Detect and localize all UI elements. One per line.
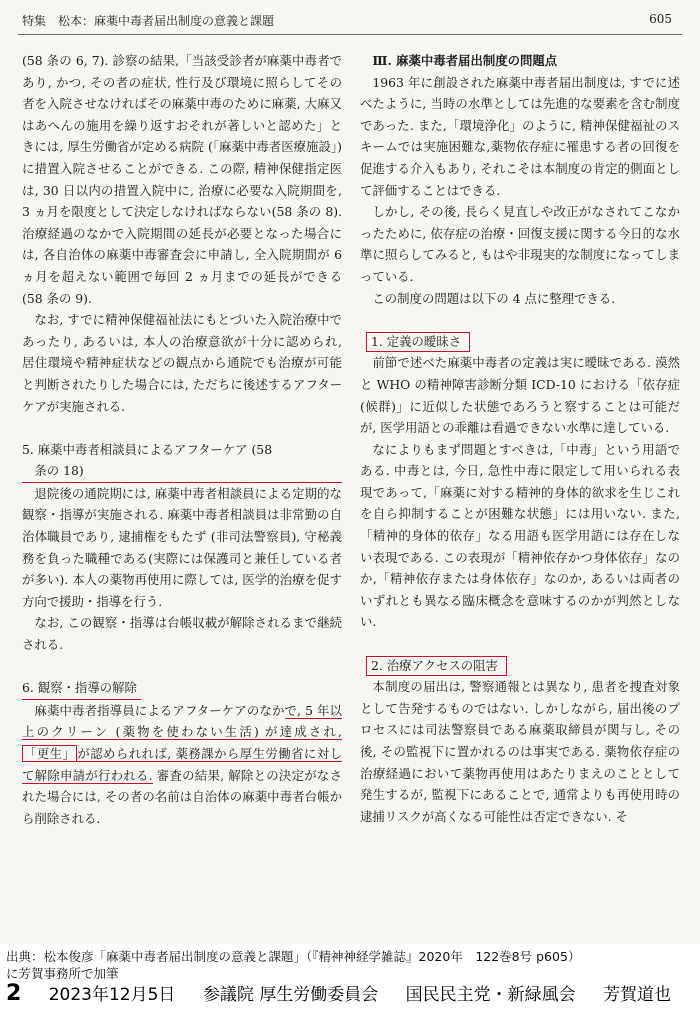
running-head bbox=[22, 12, 678, 32]
text-line: の 9). bbox=[58, 290, 92, 306]
text-line: 1963 年に創設された麻薬中毒者届出制度は, す bbox=[372, 74, 643, 90]
session-date: 2023年12月5日 bbox=[48, 985, 176, 1005]
text-line: 薬取締員が関与し, その後, その監視下に置かれ bbox=[360, 722, 681, 759]
text-line: 中毒のために麻薬, 大麻又はあへんの施用を繰り bbox=[22, 96, 342, 133]
text-line: 用語である. 中毒とは, 今日, 急性中毒に限定し bbox=[360, 441, 680, 479]
paragraph-four-points: この制度の問題は以下の 4 点に整理できる. bbox=[372, 290, 616, 306]
text-line: 薬物依存症に罹患する者の回復を促進する介入も bbox=[360, 139, 680, 176]
text-line: 定医は, 30 日以内の措置入院中に, 治療に必要な bbox=[22, 160, 343, 198]
paragraph-58-6-7 bbox=[22, 50, 342, 309]
source-citation bbox=[6, 948, 696, 982]
page-number: 605 bbox=[649, 12, 672, 26]
text-line: 定期的な観察・指導が実施される. 麻薬中毒者相 bbox=[22, 485, 342, 523]
paragraph-however bbox=[360, 201, 680, 287]
text-line: 捜査対象として告発するものではない. しかしな bbox=[360, 679, 680, 716]
text-line: でに述べたように, 当時の水準としては先進的な bbox=[360, 74, 680, 112]
boxed-text-rehabilitation: 「更生」 bbox=[24, 746, 76, 761]
text-line: 前節で述べた麻薬中毒者の定義は実に曖昧であ bbox=[372, 355, 635, 371]
text-line: 談員は非常勤の自治体職員であり, 逮捕権をもた bbox=[22, 507, 342, 545]
text-line: の延長が必要となった場合には, 各自治体の麻薬 bbox=[22, 225, 343, 263]
text-line: には, ただちに後述するアフターケアが実施され bbox=[22, 376, 342, 414]
text-line: で援助・指導を行う. bbox=[46, 593, 163, 609]
paragraph-release bbox=[22, 700, 342, 830]
text-line: から通院でも治療が可能と判断されたりした場合 bbox=[22, 355, 343, 392]
text-line: 本制度の届出は, 警察通報とは異なり, 患者を bbox=[372, 679, 630, 695]
text-line: 中毒者であり, かつ, その者の症状, 性行及び環 bbox=[22, 53, 343, 90]
text-line: なお, すでに精神保健福祉法にもとづいた入院 bbox=[34, 312, 293, 328]
text-line: のいずれとも異なる臨床概念を意味するのかが判 bbox=[360, 571, 680, 608]
underlined-text: が認められれば, 薬務課から厚 bbox=[77, 746, 253, 761]
subheading-2-treatment-access: 2. 治療アクセスの阻害 bbox=[366, 656, 507, 676]
member-name: 芳賀道也 bbox=[603, 985, 672, 1005]
text-line: 入院期間を, 3 ヵ月を限度として決定しなければ bbox=[22, 182, 342, 220]
text-line: 返すおそれが著しいと認めた」ときには, 厚生労 bbox=[22, 117, 343, 155]
paragraph-definition bbox=[360, 352, 680, 438]
text-line: 審査の結 bbox=[152, 767, 208, 783]
underlined-text: 達成され, bbox=[279, 724, 342, 740]
text-line: て薬物再使用はあたりまえのこととして発生する bbox=[360, 765, 681, 803]
text-line: 退院後の通院期には, 麻薬中毒者相談員による bbox=[34, 485, 293, 501]
text-line: るのは事実である. 薬物依存症の治療経過におい bbox=[360, 744, 680, 781]
text-line: うに, 精神保健福祉のスキームでは実施困難な, bbox=[360, 117, 680, 155]
text-line: まで継続される. bbox=[22, 615, 342, 653]
text-line: 関する今日的な水準に照らしてみると, もはや非 bbox=[360, 225, 680, 263]
text-line: る. bbox=[108, 398, 126, 414]
text-line: 置入院させることができる. この際, 精神保健指 bbox=[47, 160, 317, 176]
source-line: 出典：松本俊彦「麻薬中毒者届出制度の意義と課題」（『精神神経学雑誌』2020年 122巻8号 p605） bbox=[6, 949, 581, 964]
text-line: が, 監視下にあることで, 通常よりも再使用時の bbox=[410, 787, 681, 803]
text-line: なによりもまず問題とすべきは,「中毒」という bbox=[372, 441, 643, 457]
text-line: なお, この観察・指導は台帳収載が解除される bbox=[34, 615, 293, 631]
text-line: る. この表現が「精神依存かつ身体依存」なのか, bbox=[360, 549, 680, 587]
paragraph-ledger bbox=[22, 612, 342, 655]
paragraph-outpatient bbox=[22, 309, 342, 417]
paragraph-addiction-term bbox=[360, 439, 680, 633]
text-line: ない範囲で毎回 2 ヵ月までの延長ができる (58 条 bbox=[22, 268, 342, 306]
section-title-problems: Ⅲ. 麻薬中毒者届出制度の問題点 bbox=[372, 53, 558, 68]
text-line: 十分に認められ, 居住環境や精神症状などの観点 bbox=[22, 333, 342, 371]
text-line: しかし, その後, 長らく見直しや改正がなされ bbox=[372, 204, 630, 220]
subheading-line: 条の 18) bbox=[34, 463, 84, 479]
slide-number: 2 bbox=[6, 981, 22, 1006]
text-line: 的身体的欲求を生じこれを自ら抑制することが困 bbox=[360, 484, 680, 522]
text-line: てこなかったために, 依存症の治療・回復支援に bbox=[360, 204, 680, 241]
text-line: 存」なる用語も医学用語には存在しない表現であ bbox=[360, 528, 681, 565]
running-head-title: 特集 松本：麻薬中毒者届出制度の意義と課題 bbox=[22, 14, 275, 28]
subheading-line: 5. 麻薬中毒者相談員によるアフターケア (58 bbox=[22, 441, 273, 457]
committee-name: 参議院 厚生労働委員会 bbox=[202, 985, 379, 1005]
right-column bbox=[360, 50, 680, 827]
subheading-5-aftercare bbox=[22, 439, 342, 483]
paragraph-access bbox=[360, 676, 680, 827]
slide-info-bar bbox=[6, 980, 671, 1006]
text-line: (実際には保護司と兼任している者が多い). 本人 bbox=[22, 550, 342, 588]
header-rule bbox=[18, 34, 682, 35]
text-line: 難な状態」には用いない. また,「精神的身体的依 bbox=[360, 506, 681, 544]
text-line: 名前は自治体の麻薬中毒者台帳から削除される. bbox=[22, 789, 342, 826]
text-line: 過できない水準に達している. bbox=[504, 420, 670, 436]
text-line: がら, 届出後のプロセスには司法警察員である麻 bbox=[360, 700, 680, 738]
text-line: 現実的な制度になってしまっている. bbox=[360, 247, 680, 284]
text-line: 要素を含む制度であった. また,「環境浄化」のよ bbox=[360, 96, 680, 133]
text-line: と察することは可能だが, 医学用語との乖離は看 bbox=[360, 398, 681, 436]
text-line: 「精神依存または身体依存」なのか, あるいは両者 bbox=[376, 571, 668, 587]
left-column bbox=[22, 50, 342, 829]
text-line: 然としない. bbox=[360, 592, 681, 630]
text-line: 境に照らしてその者を入院させなければその麻薬 bbox=[22, 74, 342, 112]
text-line: 逮捕リスクが高くなる可能性は否定できない. そ bbox=[360, 808, 628, 824]
paragraph-counselor bbox=[22, 483, 342, 613]
text-line: て用いられる表現であって,「麻薬に対する精神 bbox=[360, 463, 680, 500]
subheading-6-release: 6. 観察・指導の解除 bbox=[22, 677, 141, 700]
text-line: (58 条の 6, 7). 診察の結果,「当該受診者が麻薬 bbox=[22, 53, 293, 68]
subheading-1-definition: 1. 定義の曖昧さ bbox=[366, 332, 470, 352]
text-line: ず (非司法警察員), 守秘義務を負った職種である bbox=[22, 529, 342, 566]
text-line: 中毒審査会に申請し, 全入院期間が 6 ヵ月を超え bbox=[22, 247, 342, 284]
text-line: おける「依存症 (候群)」に近似した状態であろう bbox=[360, 376, 681, 414]
text-line: の薬物再使用に際しては, 医学的治療を促す方向 bbox=[22, 572, 342, 609]
paragraph-1963 bbox=[360, 72, 680, 202]
source-line: に芳賀事務所で加筆 bbox=[6, 966, 119, 981]
text-line: あり, それこそは本制度の肯定的側面として評価 bbox=[360, 160, 680, 198]
text-line: することはできる. bbox=[397, 182, 501, 198]
underlined-text: 生労働省に対して解除申請が行われる. bbox=[22, 746, 342, 783]
underlined-text: で, 5 年以上のクリーン (薬物を使わない生活) が bbox=[22, 702, 343, 740]
text-line: ならない(58 条の 8). 治療経過のなかで入院期間 bbox=[22, 204, 342, 241]
text-line: る. 漠然と WHO の精神障害診断分類 ICD-10 に bbox=[360, 355, 680, 392]
text-line: 治療中であったり, あるいは, 本人の治療意欲が bbox=[22, 312, 342, 349]
text-line: 働省が定める病院 (「麻薬中毒者医療施設」) に措 bbox=[22, 139, 342, 176]
text-line: 麻薬中毒者指導員によるアフターケアのなか bbox=[34, 702, 285, 718]
party-name: 国民民主党・新緑風会 bbox=[405, 985, 576, 1005]
text-line: 果, 解除との決定がなされた場合には, その者の bbox=[22, 767, 342, 805]
